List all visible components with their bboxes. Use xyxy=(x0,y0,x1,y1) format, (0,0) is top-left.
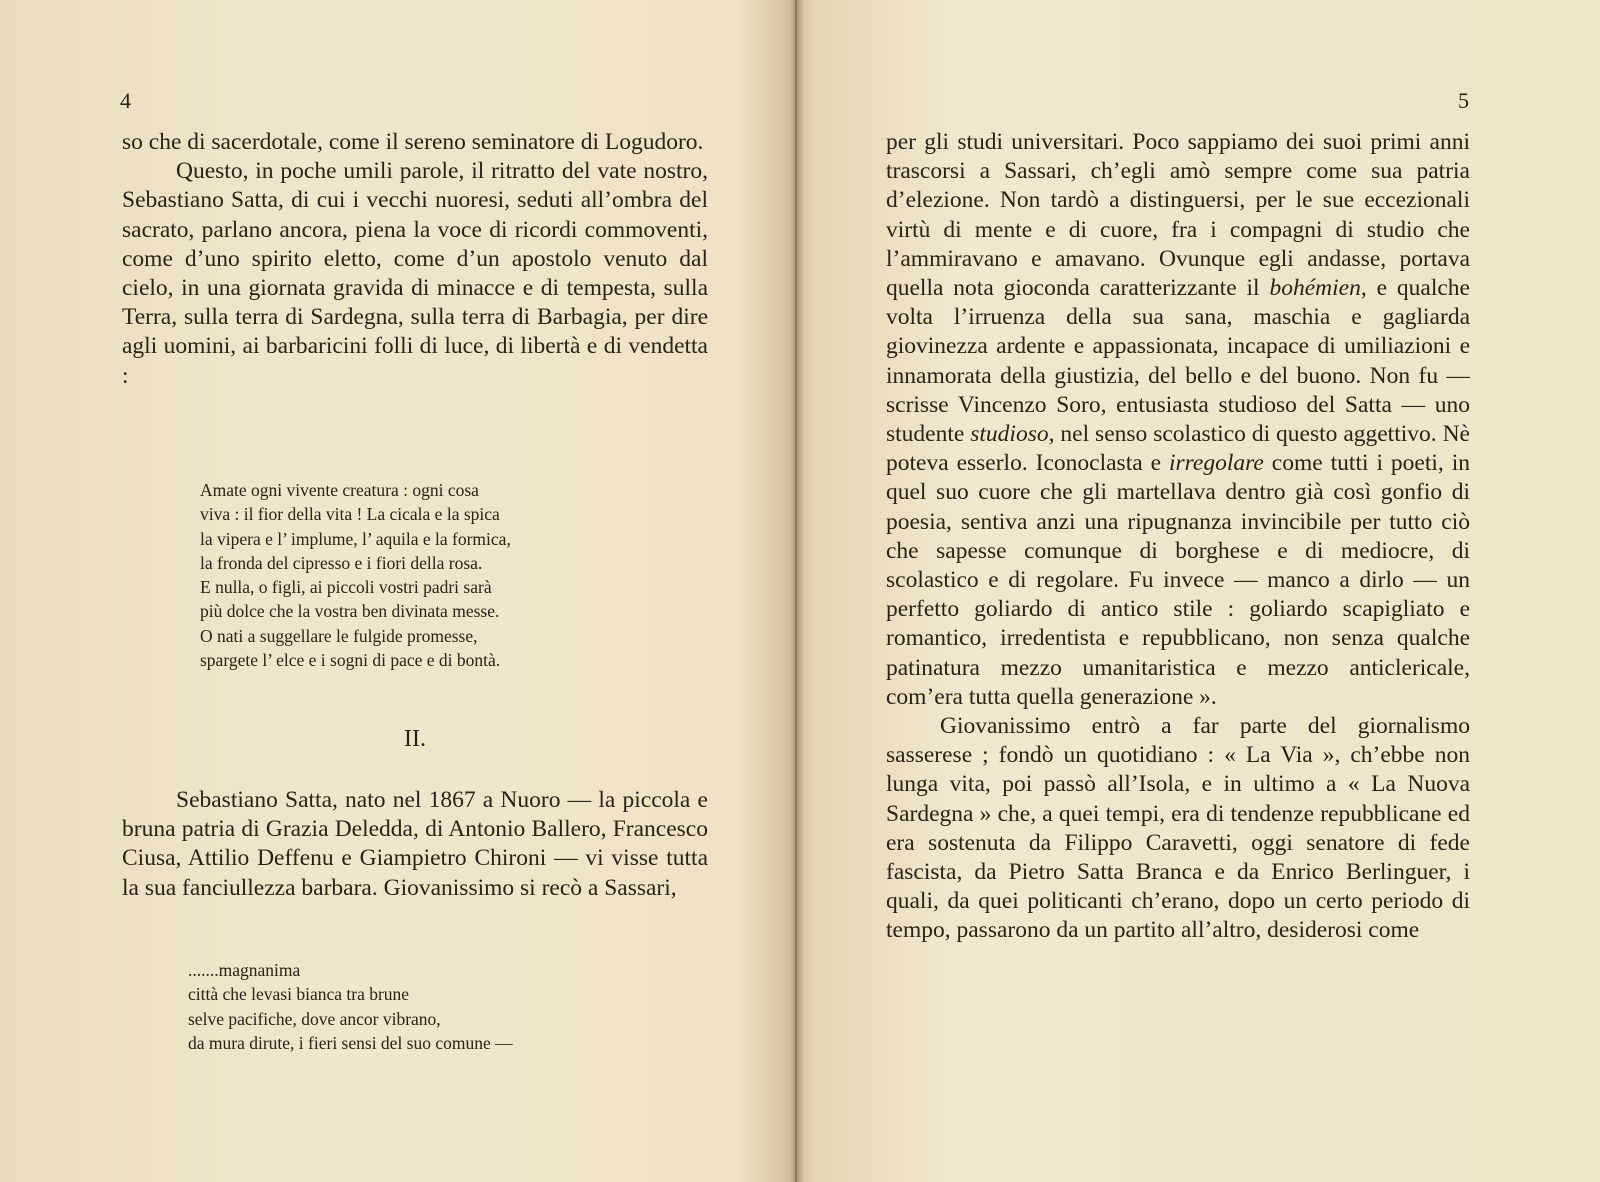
poem-line: la fronda del cipresso e i fiori della rosa. xyxy=(200,552,483,573)
poem-line: Amate ogni vivente creatura : ogni cosa xyxy=(200,480,479,500)
right-page xyxy=(800,0,1600,1182)
paragraph-portrait: Questo, in poche umili parole, il ritratto del vate nostro, Sebastiano Satta, di cui i vecchi nuoresi, seduti all’ombra del sacrato, parlano ancora, piena la voce di ricordi commoventi, come d’uno spirito eletto, come d’un apostolo venuto dal cielo, in una giornata gravida di minacce e di tempesta, sulla Terra, sulla terra di Sardegna, sulla terra di Barbagia, per dire agli uomini, ai barbaricini folli di luce, di libertà e di vendetta : xyxy=(122,158,708,389)
paragraph-journalism: Giovanissimo entrò a far parte del giornalismo sasserese ; fondò un quotidiano : « La Via », ch’ebbe non lunga vita, poi passò all’Isola, e in ultimo a « La Nuova Sardegna » che, a quei tempi, era di tendenze repubblicane ed era sostenuta da Filippo Caravetti, oggi senatore di fede fascista, da Pietro Satta Branca e da Enrico Berlinguer, i quali, da quei politicanti ch’erano, dopo un certo periodo di tempo, passarono da un partito all’altro, desiderosi come xyxy=(886,713,1470,944)
paragraph-continuation: so che di sacerdotale, come il sereno seminatore di Logudoro. xyxy=(122,129,704,155)
italic-term: irregolare xyxy=(1168,450,1264,477)
page-number-left: 4 xyxy=(120,88,131,113)
text-run: come tutti i poeti, in quel suo cuore che gli martellava dentro già così gonfio di poesia, sentiva anzi una ripugnanza invincibile per tutto ciò che sapesse comunque di borghese e di mediocre, di scolastico e di regolare. Fu invece — manco a dirlo — un perfetto goliardo di antico stile : goliardo scapigliato e romantico, irredentista e repubblicano, non senza qualche patinatura mezzo umanitaristica e mezzo anticlericale, com’era tutta quella generazione ». xyxy=(886,450,1471,710)
section-heading: II. xyxy=(404,726,426,752)
poem-line: .......magnanima xyxy=(188,960,301,980)
left-prose-bottom xyxy=(122,786,708,903)
italic-term: bohémien xyxy=(1269,275,1361,302)
poem-line: la vipera e l’ implume, l’ aquila e la formica, xyxy=(200,528,511,549)
binding-thread xyxy=(795,0,797,1182)
paragraph-university xyxy=(886,128,1470,712)
poem-quote-2 xyxy=(188,958,513,1055)
text-run: , e qualche volta l’irruenza della sua sana, maschia e gagliarda giovinezza ardente e appassionata, incapace di umiliazioni e innamorata della giustizia, del bello e del buono. Non fu — scrisse Vincenzo Soro, entusiasta studioso del Satta — uno studente xyxy=(886,275,1470,448)
page-number-right: 5 xyxy=(1458,88,1469,113)
right-prose xyxy=(886,128,1470,946)
poem-quote-1 xyxy=(200,478,511,672)
poem-line: città che levasi bianca tra brune xyxy=(188,984,410,1005)
poem-line: più dolce che la vostra ben divinata messe. xyxy=(200,601,500,622)
left-page xyxy=(0,0,792,1182)
paragraph-birth: Sebastiano Satta, nato nel 1867 a Nuoro — la piccola e bruna patria di Grazia Deledda, di Antonio Ballero, Francesco Ciusa, Attilio Deffenu e Giampietro Chironi — vi visse tutta la sua fanciullezza barbara. Giovanissimo si recò a Sassari, xyxy=(122,787,708,901)
poem-line: da mura dirute, i fieri sensi del suo comune — xyxy=(188,1032,513,1053)
poem-line: E nulla, o figli, ai piccoli vostri padri sarà xyxy=(200,577,492,598)
left-prose-top xyxy=(122,128,708,391)
italic-term: studioso xyxy=(970,421,1049,448)
text-run: per gli studi universitari. Poco sappiamo dei suoi primi anni trascorsi a Sassari, ch’egli amò sempre come sua patria d’elezione. Non tardò a distinguersi, per le sue eccezionali virtù di mente e di cuore, fra i compagni di studio che l’ammiravano e amavano. Ovunque egli andasse, portava quella nota gioconda caratterizzante il xyxy=(886,129,1470,302)
poem-line: viva : il fior della vita ! La cicala e la spica xyxy=(200,504,500,525)
poem-line: spargete l’ elce e i sogni di pace e di bontà. xyxy=(200,650,501,671)
text-run: , nel senso scolastico di questo aggettivo. Nè poteva esserlo. Iconoclasta e xyxy=(886,421,1470,477)
poem-line: selve pacifiche, dove ancor vibrano, xyxy=(188,1008,441,1029)
poem-line: O nati a suggellare le fulgide promesse, xyxy=(200,625,478,646)
